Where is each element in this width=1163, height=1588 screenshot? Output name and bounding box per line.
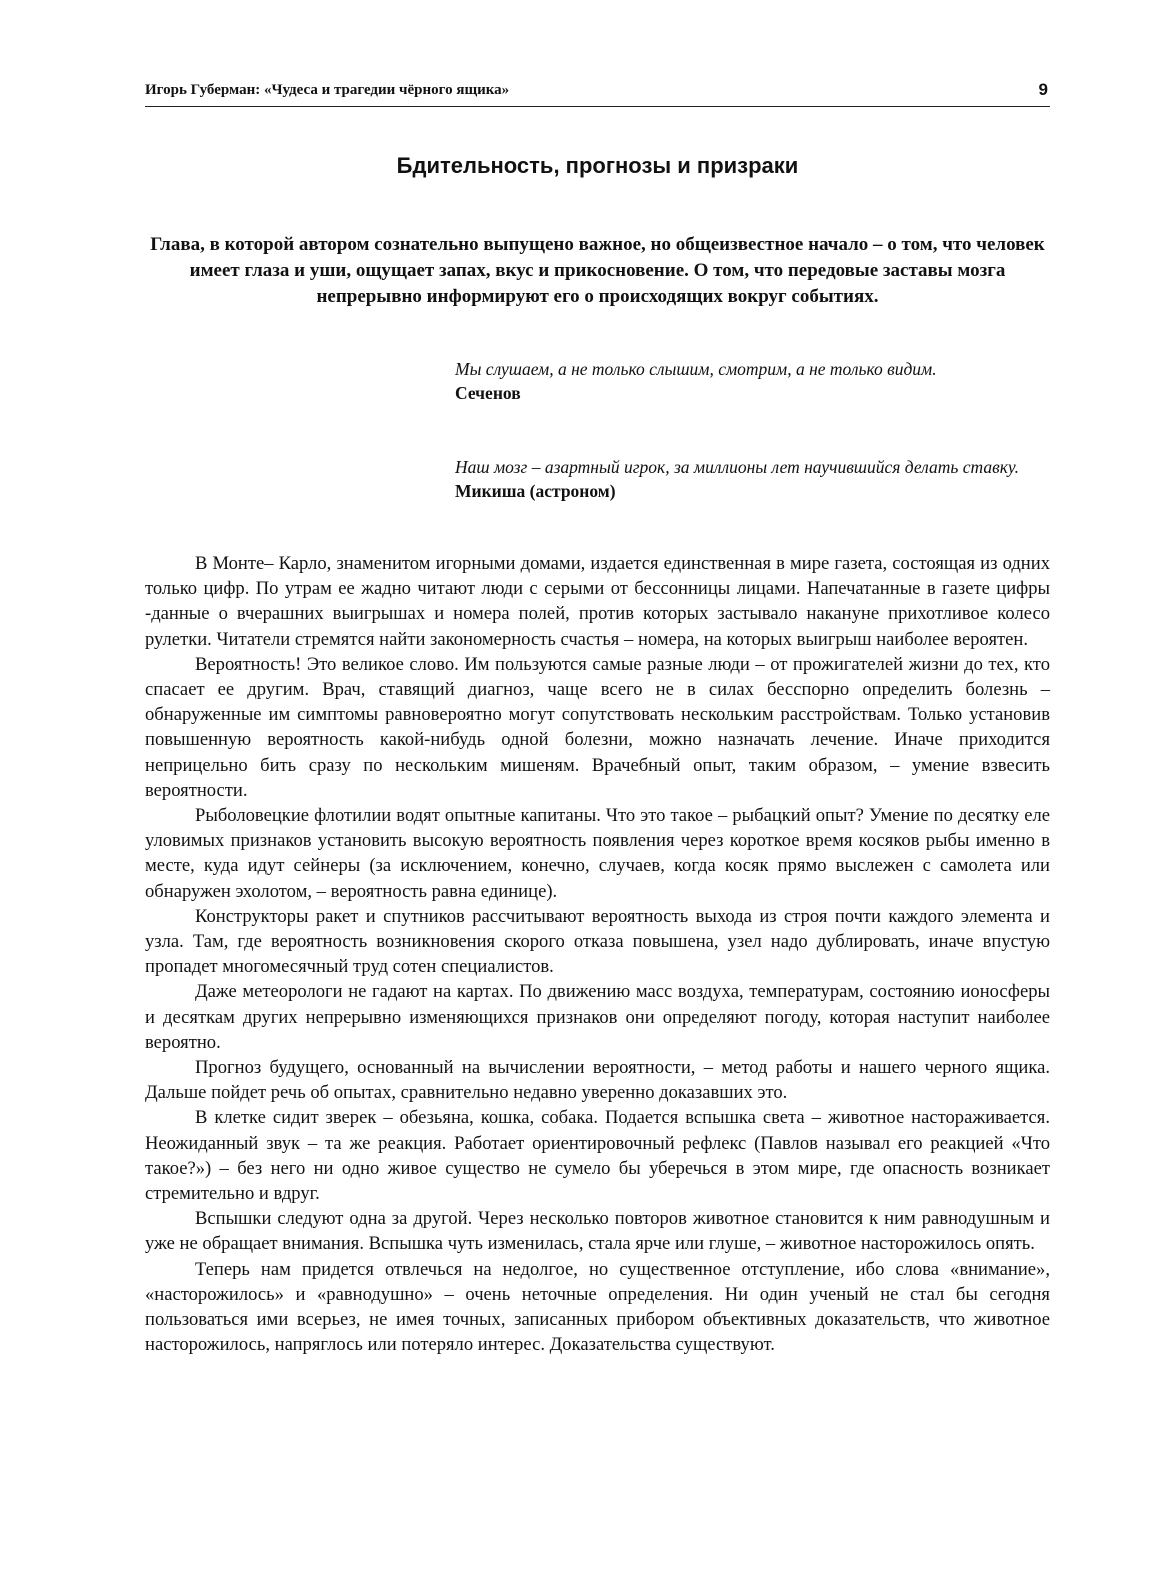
epigraph-quote: Мы слушаем, а не только слышим, смотрим, а не только видим.	[455, 359, 937, 379]
epigraph-sechenov	[455, 357, 1050, 405]
header-book-title: Игорь Губерман: «Чудеса и трагедии чёрного ящика»	[145, 82, 510, 98]
paragraph: Вероятность! Это великое слово. Им пользуются самые разные люди – от прожигателей жизни до тех, кто спасает ее другим. Врач, ставящий диагноз, чаще всего не в силах бесспорно определить болезнь – обнаруженные им симптомы равновероятно могут сопутствовать нескольким расстройствам. Только установив повышенную вероятность какой-нибудь одной болезни, можно назначать лечение. Иначе приходится неприцельно бить сразу по нескольким мишеням. Врачебный опыт, таким образом, – умение взвесить вероятности.	[145, 653, 1050, 801]
epigraph-mikisha	[415, 455, 1050, 503]
paragraph: Теперь нам придется отвлечься на недолгое, но существенное отступление, ибо слова «внимание», «насторожилось» и «равнодушно» – очень неточные определения. Ни один ученый не стал бы сегодня пользоваться ими всерьез, не имея точных, записанных прибором объективных доказательств, что животное насторожилось, напряглось или потеряло интерес. Доказательства существуют.	[145, 1258, 1050, 1356]
paragraph: Конструкторы ракет и спутников рассчитывают вероятность выхода из строя почти каждого элемента и узла. Там, где вероятность возникновения скорого отказа повышена, узел надо дублировать, иначе впустую пропадет многомесячный труд сотен специалистов.	[145, 905, 1050, 978]
epigraph-author: Микиша (астроном)	[455, 481, 616, 501]
running-header	[145, 80, 1050, 107]
chapter-title: Бдительность, прогнозы и призраки	[396, 153, 799, 178]
paragraph: Вспышки следуют одна за другой. Через несколько повторов животное становится к ним равнодушным и уже не обращает внимания. Вспышка чуть изменилась, стала ярче или глуше, – животное насторожилось опять.	[145, 1208, 1050, 1255]
page-number: 9	[1038, 80, 1048, 99]
epigraph-author: Сеченов	[455, 383, 521, 403]
paragraph: Даже метеорологи не гадают на картах. По движению масс воздуха, температурам, состоянию ионосферы и десяткам других непрерывно изменяющихся признаков они определяют погоду, которая наступит наиболее вероятно.	[145, 981, 1050, 1053]
epigraph-quote: Наш мозг – азартный игрок, за миллионы лет научившийся делать ставку.	[455, 457, 1019, 477]
body-text	[145, 551, 1050, 1358]
paragraph: Прогноз будущего, основанный на вычислении вероятности, – метод работы и нашего черного ящика. Дальше пойдет речь об опытах, сравнительно недавно уверенно доказавших это.	[145, 1057, 1050, 1104]
paragraph: Рыболовецкие флотилии водят опытные капитаны. Что это такое – рыбацкий опыт? Умение по десятку еле уловимых признаков установить высокую вероятность появления через короткое время косяков рыбы именно в месте, куда идут сейнеры (за исключением, конечно, случаев, когда косяк прямо выслежен с самолета или обнаружен эхолотом, – вероятность равна единице).	[145, 805, 1050, 902]
chapter-abstract: Глава, в которой автором сознательно выпущено важное, но общеизвестное начало – о том, что человек имеет глаза и уши, ощущает запах, вкус и прикосновение. О том, что передовые заставы мозга непрерывно информируют его о происходящих вокруг событиях.	[150, 234, 1045, 307]
paragraph: В Монте– Карло, знаменитом игорными домами, издается единственная в мире газета, состоящая из одних только цифр. По утрам ее жадно читают люди с серыми от бессонницы лицами. Напечатанные в газете цифры -данные о вчерашних выигрышах и номера полей, против которых застывало накануне прихотливое колесо рулетки. Читатели стремятся найти закономерность счастья – номера, на которых выигрыш наиболее вероятен.	[145, 553, 1050, 650]
paragraph: В клетке сидит зверек – обезьяна, кошка, собака. Подается вспышка света – животное настораживается. Неожиданный звук – та же реакция. Работает ориентировочный рефлекс (Павлов называл его реакцией «Что такое?») – без него ни одно живое существо не сумело бы уберечься в этом мире, где опасность возникает стремительно и вдруг.	[145, 1107, 1050, 1205]
